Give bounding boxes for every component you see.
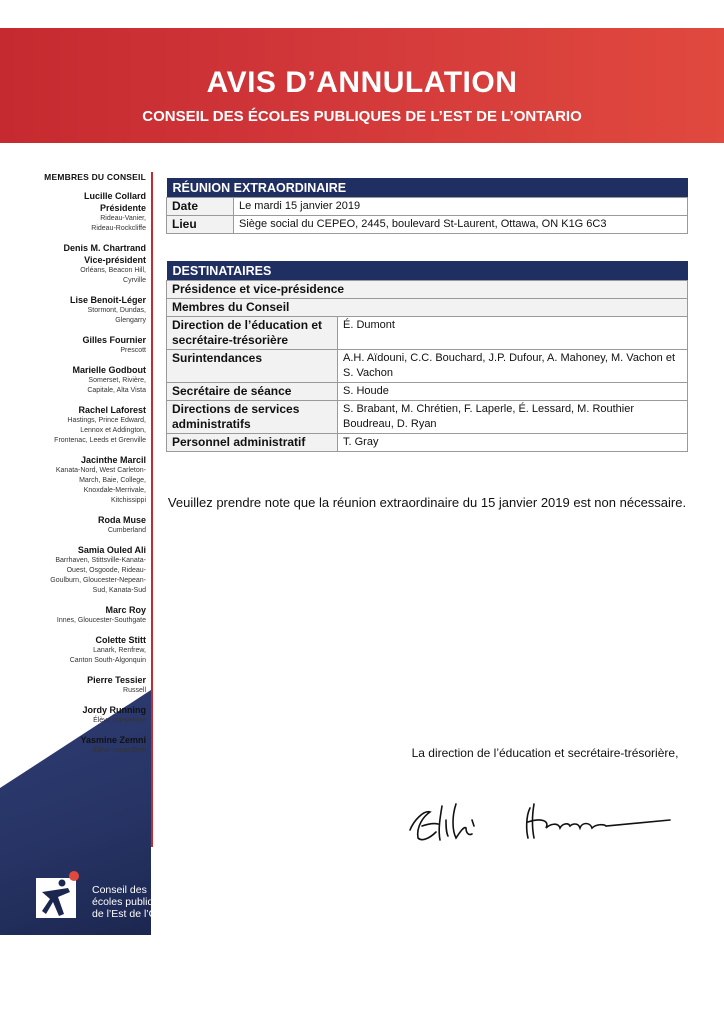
recipient-value: T. Gray [338,434,688,452]
recipient-row [167,383,688,401]
recipient-label: Surintendances [167,350,338,383]
logo-text [92,884,222,920]
recipient-label: Secrétaire de séance [167,383,338,401]
member-name: Rachel Laforest [78,405,146,415]
member-area: Knoxdale-Merrivale, [83,487,146,494]
logo-line: de l’Est de l’Ontario [92,908,184,920]
sidebar-heading: MEMBRES DU CONSEIL [44,172,146,182]
member-name: Lucille Collard [83,191,146,201]
member-area: Innes, Gloucester-Southgate [56,617,146,624]
council-member [0,734,146,756]
date-value: Le mardi 15 janvier 2019 [234,198,688,216]
council-member [0,334,146,356]
member-area: Lennox et Addington, [80,427,146,434]
member-area: Stormont, Dundas, [87,307,146,314]
member-area: Hastings, Prince Edward, [67,417,146,424]
signature [400,790,680,865]
member-area: Lanark, Renfrew, [93,647,146,654]
closing-line: La direction de l’éducation et secrétaire-trésorière, [411,746,679,760]
recipient-label: Direction de l’éducation et secrétaire-trésorière [167,317,338,350]
member-role: Présidente [99,203,146,213]
recipient-group: Membres du Conseil [167,299,688,317]
member-area: Élève conseillère [93,717,146,724]
meeting-table [166,178,688,234]
member-name: Colette Stitt [95,635,146,645]
place-label: Lieu [167,216,234,234]
recipient-row [167,299,688,317]
council-members-sidebar [0,172,146,764]
document-subtitle: CONSEIL DES ÉCOLES PUBLIQUES DE L’EST DE L’ONTARIO [142,108,582,125]
member-name: Pierre Tessier [87,675,146,685]
member-area: March, Baie, College, [79,477,146,484]
member-area: Somerset, Rivière, [88,377,146,384]
recipient-row [167,350,688,383]
member-area: Glengarry [115,317,146,324]
member-name: Yasmine Zemni [80,735,146,745]
recipient-row [167,317,688,350]
member-name: Jordy Running [82,705,146,715]
handwritten-signature-icon [400,790,680,860]
member-area: Kanata-Nord, West Carleton- [55,467,146,474]
member-name: Samia Ouled Ali [77,545,146,555]
document-title: AVIS D’ANNULATION [206,66,518,99]
council-member [0,294,146,326]
place-value: Siège social du CEPEO, 2445, boulevard St-Laurent, Ottawa, ON K1G 6C3 [234,216,688,234]
recipient-value: S. Brabant, M. Chrétien, F. Laperle, É. Lessard, M. Routhier Boudreau, D. Ryan [338,401,688,434]
council-member [0,454,146,506]
member-area: Rideau-Vanier, [100,215,146,222]
meeting-heading: RÉUNION EXTRAORDINAIRE [167,178,688,198]
council-member [0,544,146,596]
recipient-label: Personnel administratif [167,434,338,452]
recipient-row [167,281,688,299]
council-member [0,190,146,234]
member-area: Frontenac, Leeds et Grenville [54,437,146,444]
council-member [0,674,146,696]
council-member [0,514,146,536]
member-area: Ouest, Osgoode, Rideau- [66,567,146,574]
member-area: Orléans, Beacon Hill, [80,267,146,274]
member-area: Prescott [120,347,146,354]
council-member [0,704,146,726]
member-name: Marielle Godbout [72,365,146,375]
logo-figure-icon [34,870,86,922]
recipients-body [167,281,688,452]
member-area: Cumberland [107,527,146,534]
member-area: Capitale, Alta Vista [87,387,146,394]
recipient-label: Directions de services administratifs [167,401,338,434]
member-area: Barrhaven, Stittsville-Kanata- [55,557,146,564]
cancellation-notice: Veuillez prendre note que la réunion extraordinaire du 15 janvier 2019 est non nécessaire. [167,495,687,510]
sidebar-divider [151,172,153,847]
council-member [0,604,146,626]
recipient-value: A.H. Aïdouni, C.C. Bouchard, J.P. Dufour, A. Mahoney, M. Vachon et S. Vachon [338,350,688,383]
member-name: Roda Muse [97,515,146,525]
member-name: Jacinthe Marcil [80,455,146,465]
member-area: Rideau-Rockcliffe [91,225,146,232]
logo-line: écoles publiques [92,896,171,908]
member-area: Sud, Kanata-Sud [92,587,146,594]
member-area: Kitchissippi [110,497,146,504]
recipient-group: Présidence et vice-présidence [167,281,688,299]
council-member [0,634,146,666]
recipient-value: É. Dumont [338,317,688,350]
recipients-table [166,261,688,452]
recipient-row [167,401,688,434]
date-label: Date [167,198,234,216]
member-name: Marc Roy [105,605,146,615]
header-banner [0,28,724,143]
council-member [0,404,146,446]
member-area: Canton South-Algonquin [69,657,146,664]
logo-line: Conseil des [92,884,147,896]
member-name: Gilles Fournier [82,335,146,345]
member-area: Goulburn, Gloucester-Nepean- [50,577,146,584]
member-name: Lise Benoit-Léger [69,295,146,305]
member-area: Russell [123,687,146,694]
council-member [0,364,146,396]
member-name: Denis M. Chartrand [63,243,146,253]
member-role: Vice-président [84,255,146,265]
council-member [0,242,146,286]
recipient-value: S. Houde [338,383,688,401]
member-area: Élève conseillère [93,747,146,754]
member-area: Cyrville [123,277,146,284]
recipients-heading: DESTINATAIRES [167,261,688,281]
members-list [0,190,146,756]
recipient-row [167,434,688,452]
